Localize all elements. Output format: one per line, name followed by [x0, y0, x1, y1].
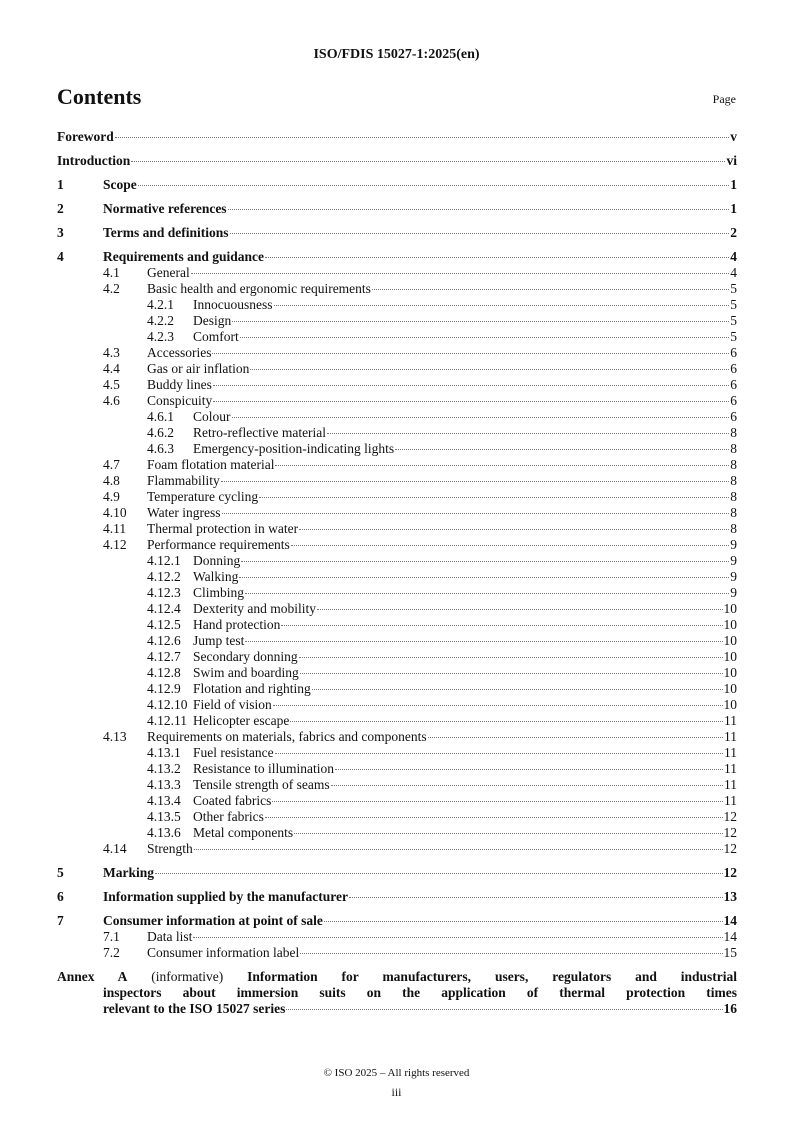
toc-entry[interactable]	[57, 313, 737, 329]
toc-entry[interactable]	[57, 361, 737, 377]
toc-entry-title: Introduction	[57, 153, 131, 168]
toc-entry-title: Climbing	[193, 585, 245, 600]
toc-entry-number: 4.13.5	[147, 809, 181, 824]
toc-entry-number: 4.2.1	[147, 297, 174, 312]
toc-entry-number: 4.6.3	[147, 441, 174, 456]
toc-entry-title: Field of vision	[193, 697, 272, 712]
toc-entry-page: 9	[730, 553, 737, 568]
annex-last-line	[57, 1001, 737, 1017]
dot-leader	[331, 785, 723, 786]
toc-entry[interactable]	[57, 177, 737, 193]
dot-leader	[245, 593, 729, 594]
toc-entry[interactable]	[57, 553, 737, 569]
toc-entry-page: 8	[730, 457, 737, 472]
toc-entry-page: 10	[723, 681, 737, 696]
toc-entry[interactable]	[57, 281, 737, 297]
toc-entry-title: Emergency-position-indicating lights	[193, 441, 395, 456]
toc-entry-title: Terms and definitions	[103, 225, 229, 240]
toc-entry-number: 4.13.6	[147, 825, 181, 840]
annex-title-line-1: Information for manufacturers, users, regulators and industrial	[247, 969, 737, 984]
toc-entry[interactable]	[57, 425, 737, 441]
toc-entry[interactable]	[57, 793, 737, 809]
toc-entry-title: Foam flotation material	[147, 457, 275, 472]
toc-entry-page: 15	[723, 945, 737, 960]
toc-entry-number: 4.12	[103, 537, 127, 552]
toc-entry[interactable]	[57, 809, 737, 825]
toc-entry-title: Scope	[103, 177, 137, 192]
toc-entry-number: 4.12.9	[147, 681, 181, 696]
toc-entry-page: 8	[730, 473, 737, 488]
toc-entry-page: 8	[730, 425, 737, 440]
toc-entry-page: 14	[723, 929, 737, 944]
toc-entry-title: Walking	[193, 569, 239, 584]
toc-entry-page: 10	[723, 633, 737, 648]
toc-entry[interactable]	[57, 569, 737, 585]
toc-entry[interactable]	[57, 865, 737, 881]
toc-entry-page: 6	[730, 393, 737, 408]
toc-entry-number: 4.13	[103, 729, 127, 744]
dot-leader	[194, 849, 723, 850]
toc-entry-page: 9	[730, 585, 737, 600]
toc-entry-page: 10	[723, 649, 737, 664]
toc-entry[interactable]	[57, 929, 737, 945]
toc-entry-title: Performance requirements	[147, 537, 290, 552]
dot-leader	[131, 161, 725, 162]
toc-entry-annex-a[interactable]	[57, 969, 737, 1017]
dot-leader	[327, 433, 729, 434]
toc-entry-page: 10	[723, 697, 737, 712]
toc-entry-title: Consumer information label	[147, 945, 300, 960]
dot-leader	[221, 481, 730, 482]
toc-entry-title: Information supplied by the manufacturer	[103, 889, 349, 904]
toc-entry-page: 5	[730, 329, 737, 344]
toc-entry[interactable]	[57, 889, 737, 905]
toc-entry[interactable]	[57, 345, 737, 361]
annex-page: 16	[723, 1001, 737, 1016]
toc-entry[interactable]	[57, 601, 737, 617]
toc-entry-title: Tensile strength of seams	[193, 777, 330, 792]
toc-entry-number: 4.13.3	[147, 777, 181, 792]
toc-entry-number: 7.2	[103, 945, 120, 960]
toc-entry-title: Hand protection	[193, 617, 281, 632]
copyright-notice: © ISO 2025 – All rights reserved	[323, 1067, 470, 1079]
dot-leader	[281, 625, 722, 626]
dot-leader	[222, 513, 730, 514]
toc-entry-title: Comfort	[193, 329, 239, 344]
toc-entry-number: 4.13.1	[147, 745, 181, 760]
toc-entry-page: 5	[730, 281, 737, 296]
dot-leader	[138, 185, 730, 186]
dot-leader	[300, 953, 722, 954]
toc-entry-page: 14	[723, 913, 737, 928]
annex-title-line-3: relevant to the ISO 15027 series	[103, 1001, 286, 1016]
toc-entry-number: 4.5	[103, 377, 120, 392]
toc-entry-number: 4.2.3	[147, 329, 174, 344]
dot-leader	[265, 817, 723, 818]
toc-entry[interactable]	[57, 681, 737, 697]
dot-leader	[299, 529, 729, 530]
toc-entry-title: Flammability	[147, 473, 220, 488]
toc-entry-page: 10	[723, 617, 737, 632]
toc-entry-page: 10	[723, 601, 737, 616]
annex-label: Annex A	[57, 969, 128, 984]
table-of-contents	[57, 129, 737, 1017]
dot-leader	[335, 769, 723, 770]
toc-entry-page: v	[730, 129, 737, 144]
toc-entry-number: 4.12.4	[147, 601, 181, 616]
dot-leader	[245, 641, 722, 642]
dot-leader	[275, 753, 723, 754]
toc-entry[interactable]	[57, 297, 737, 313]
toc-entry-page: 4	[730, 265, 737, 280]
toc-entry-number: 4.12.2	[147, 569, 181, 584]
toc-entry[interactable]	[57, 617, 737, 633]
toc-entry[interactable]	[57, 201, 737, 217]
toc-entry-title: Dexterity and mobility	[193, 601, 316, 616]
dot-leader	[349, 897, 722, 898]
toc-entry-page: 5	[730, 297, 737, 312]
toc-entry-page: vi	[726, 153, 737, 168]
toc-entry-title: Gas or air inflation	[147, 361, 250, 376]
toc-entry-page: 11	[724, 729, 737, 744]
dot-leader	[273, 705, 723, 706]
toc-entry[interactable]	[57, 761, 737, 777]
toc-entry-number: 4.2	[103, 281, 120, 296]
toc-entry-title: Design	[193, 313, 232, 328]
toc-entry-number: 4.6.1	[147, 409, 174, 424]
dot-leader	[213, 385, 729, 386]
toc-entry-number: 4.10	[103, 505, 127, 520]
dot-leader	[290, 721, 723, 722]
toc-entry-number: 1	[57, 177, 64, 192]
toc-entry-page: 12	[723, 865, 737, 880]
toc-entry[interactable]	[57, 585, 737, 601]
dot-leader	[228, 209, 730, 210]
dot-leader	[239, 577, 729, 578]
toc-entry-number: 6	[57, 889, 64, 904]
dot-leader	[312, 689, 723, 690]
toc-entry-title: Coated fabrics	[193, 793, 272, 808]
dot-leader	[294, 833, 722, 834]
toc-entry-page: 8	[730, 489, 737, 504]
toc-entry[interactable]	[57, 457, 737, 473]
toc-entry-number: 4.12.11	[147, 713, 187, 728]
toc-entry-number: 4.12.10	[147, 697, 188, 712]
toc-entry-page: 8	[730, 521, 737, 536]
toc-entry-title: Buddy lines	[147, 377, 212, 392]
toc-entry-title: Jump test	[193, 633, 245, 648]
toc-entry-number: 4.1	[103, 265, 120, 280]
annex-first-line	[57, 969, 737, 985]
toc-entry-page: 11	[724, 793, 737, 808]
toc-entry-title: Foreword	[57, 129, 114, 144]
toc-entry-title: Donning	[193, 553, 241, 568]
toc-entry-title: Colour	[193, 409, 231, 424]
document-header: ISO/FDIS 15027-1:2025(en)	[313, 47, 480, 62]
toc-entry[interactable]	[57, 633, 737, 649]
dot-leader	[191, 273, 730, 274]
toc-entry-page: 12	[723, 825, 737, 840]
toc-entry-title: Helicopter escape	[193, 713, 290, 728]
toc-entry-title: General	[147, 265, 190, 280]
toc-entry-title: Accessories	[147, 345, 212, 360]
dot-leader	[213, 401, 729, 402]
toc-entry[interactable]	[57, 825, 737, 841]
toc-entry[interactable]	[57, 265, 737, 281]
toc-entry-page: 6	[730, 377, 737, 392]
toc-entry[interactable]	[57, 913, 737, 929]
toc-entry-page: 8	[730, 441, 737, 456]
toc-entry-title: Retro-reflective material	[193, 425, 327, 440]
toc-entry-title: Innocuousness	[193, 297, 273, 312]
toc-entry-page: 10	[723, 665, 737, 680]
toc-entry-number: 4.12.1	[147, 553, 181, 568]
toc-entry-title: Data list	[147, 929, 193, 944]
toc-entry-number: 4.12.3	[147, 585, 181, 600]
toc-entry-page: 11	[724, 745, 737, 760]
toc-entry[interactable]	[57, 665, 737, 681]
toc-entry-number: 4.7	[103, 457, 120, 472]
dot-leader	[265, 257, 729, 258]
toc-entry-title: Other fabrics	[193, 809, 264, 824]
toc-entry-title: Requirements and guidance	[103, 249, 265, 264]
page-title: Contents	[57, 84, 142, 109]
dot-leader	[291, 545, 729, 546]
toc-entry-number: 4.12.6	[147, 633, 181, 648]
toc-entry-title: Fuel resistance	[193, 745, 274, 760]
dot-leader	[240, 337, 730, 338]
toc-entry-number: 4.3	[103, 345, 120, 360]
toc-entry-title: Swim and boarding	[193, 665, 299, 680]
dot-leader	[193, 937, 722, 938]
toc-entry[interactable]	[57, 537, 737, 553]
toc-entry-number: 3	[57, 225, 64, 240]
dot-leader	[232, 417, 730, 418]
dot-leader	[372, 289, 729, 290]
toc-entry[interactable]	[57, 393, 737, 409]
dot-leader	[317, 609, 723, 610]
toc-entry[interactable]	[57, 441, 737, 457]
dot-leader	[286, 1009, 722, 1010]
toc-entry-title: Normative references	[103, 201, 227, 216]
toc-entry-number: 4.9	[103, 489, 120, 504]
dot-leader	[300, 673, 723, 674]
dot-leader	[212, 353, 729, 354]
toc-entry[interactable]	[57, 129, 737, 145]
toc-entry-number: 4.14	[103, 841, 127, 856]
toc-entry[interactable]	[57, 777, 737, 793]
annex-title-line-2: inspectors about immersion suits on the application of thermal protection times	[103, 985, 737, 1000]
toc-entry-page: 12	[723, 841, 737, 856]
dot-leader	[272, 801, 723, 802]
toc-entry-title: Basic health and ergonomic requirements	[147, 281, 371, 296]
toc-entry-number: 4.13.2	[147, 761, 181, 776]
toc-entry-title: Water ingress	[147, 505, 221, 520]
toc-entry-page: 11	[724, 761, 737, 776]
toc-entry-page: 8	[730, 505, 737, 520]
dot-leader	[250, 369, 729, 370]
toc-entry-number: 4.13.4	[147, 793, 181, 808]
toc-entry-title: Strength	[147, 841, 193, 856]
dot-leader	[274, 305, 730, 306]
toc-entry[interactable]	[57, 409, 737, 425]
page-column-label: Page	[712, 92, 736, 106]
toc-entry-number: 4.2.2	[147, 313, 174, 328]
toc-entry-number: 4.11	[103, 521, 127, 536]
toc-entry-number: 4	[57, 249, 64, 264]
toc-entry-number: 4.8	[103, 473, 120, 488]
page-number: iii	[391, 1085, 402, 1099]
toc-entry[interactable]	[57, 505, 737, 521]
toc-entry[interactable]	[57, 521, 737, 537]
toc-entry-page: 13	[723, 889, 737, 904]
toc-entry-number: 4.6.2	[147, 425, 174, 440]
toc-entry-title: Conspicuity	[147, 393, 213, 408]
toc-entries	[57, 129, 737, 961]
toc-entry-title: Secondary donning	[193, 649, 298, 664]
toc-entry-page: 11	[724, 777, 737, 792]
toc-entry-title: Flotation and righting	[193, 681, 311, 696]
toc-entry[interactable]	[57, 377, 737, 393]
toc-entry[interactable]	[57, 489, 737, 505]
toc-entry-number: 4.6	[103, 393, 120, 408]
toc-entry-page: 6	[730, 361, 737, 376]
toc-entry[interactable]	[57, 945, 737, 961]
toc-entry-page: 6	[730, 345, 737, 360]
dot-leader	[324, 921, 723, 922]
toc-entry-title: Consumer information at point of sale	[103, 913, 323, 928]
toc-entry-title: Resistance to illumination	[193, 761, 334, 776]
toc-entry-number: 4.12.5	[147, 617, 181, 632]
dot-leader	[155, 873, 722, 874]
toc-entry-number: 7	[57, 913, 64, 928]
toc-entry-number: 4.12.8	[147, 665, 181, 680]
toc-entry-page: 11	[724, 713, 737, 728]
dot-leader	[259, 497, 729, 498]
toc-entry[interactable]	[57, 225, 737, 241]
toc-entry[interactable]	[57, 649, 737, 665]
toc-entry[interactable]	[57, 473, 737, 489]
toc-entry[interactable]	[57, 329, 737, 345]
toc-entry-number: 4.12.7	[147, 649, 181, 664]
dot-leader	[299, 657, 723, 658]
toc-entry[interactable]	[57, 745, 737, 761]
toc-entry-page: 1	[730, 177, 737, 192]
toc-entry-number: 7.1	[103, 929, 120, 944]
dot-leader	[241, 561, 729, 562]
toc-entry-page: 12	[723, 809, 737, 824]
toc-entry-page: 4	[730, 249, 737, 264]
toc-entry[interactable]	[57, 697, 737, 713]
toc-entry-title: Thermal protection in water	[147, 521, 299, 536]
dot-leader	[115, 137, 730, 138]
toc-entry-page: 9	[730, 569, 737, 584]
toc-entry-number: 4.4	[103, 361, 120, 376]
toc-entry-page: 9	[730, 537, 737, 552]
toc-entry-page: 6	[730, 409, 737, 424]
toc-entry-page: 2	[730, 225, 737, 240]
toc-entry[interactable]	[57, 713, 737, 729]
dot-leader	[395, 449, 729, 450]
toc-entry-title: Marking	[103, 865, 155, 880]
toc-entry[interactable]	[57, 841, 737, 857]
dot-leader	[230, 233, 730, 234]
dot-leader	[275, 465, 729, 466]
dot-leader	[232, 321, 729, 322]
toc-entry[interactable]	[57, 729, 737, 745]
toc-entry-title: Temperature cycling	[147, 489, 259, 504]
toc-entry-page: 1	[730, 201, 737, 216]
toc-entry-number: 5	[57, 865, 64, 880]
toc-entry[interactable]	[57, 249, 737, 265]
dot-leader	[428, 737, 723, 738]
toc-entry-page: 5	[730, 313, 737, 328]
toc-entry-number: 2	[57, 201, 64, 216]
toc-entry-title: Requirements on materials, fabrics and components	[147, 729, 427, 744]
toc-entry[interactable]	[57, 153, 737, 169]
annex-type: (informative)	[151, 969, 224, 984]
toc-entry-title: Metal components	[193, 825, 294, 840]
